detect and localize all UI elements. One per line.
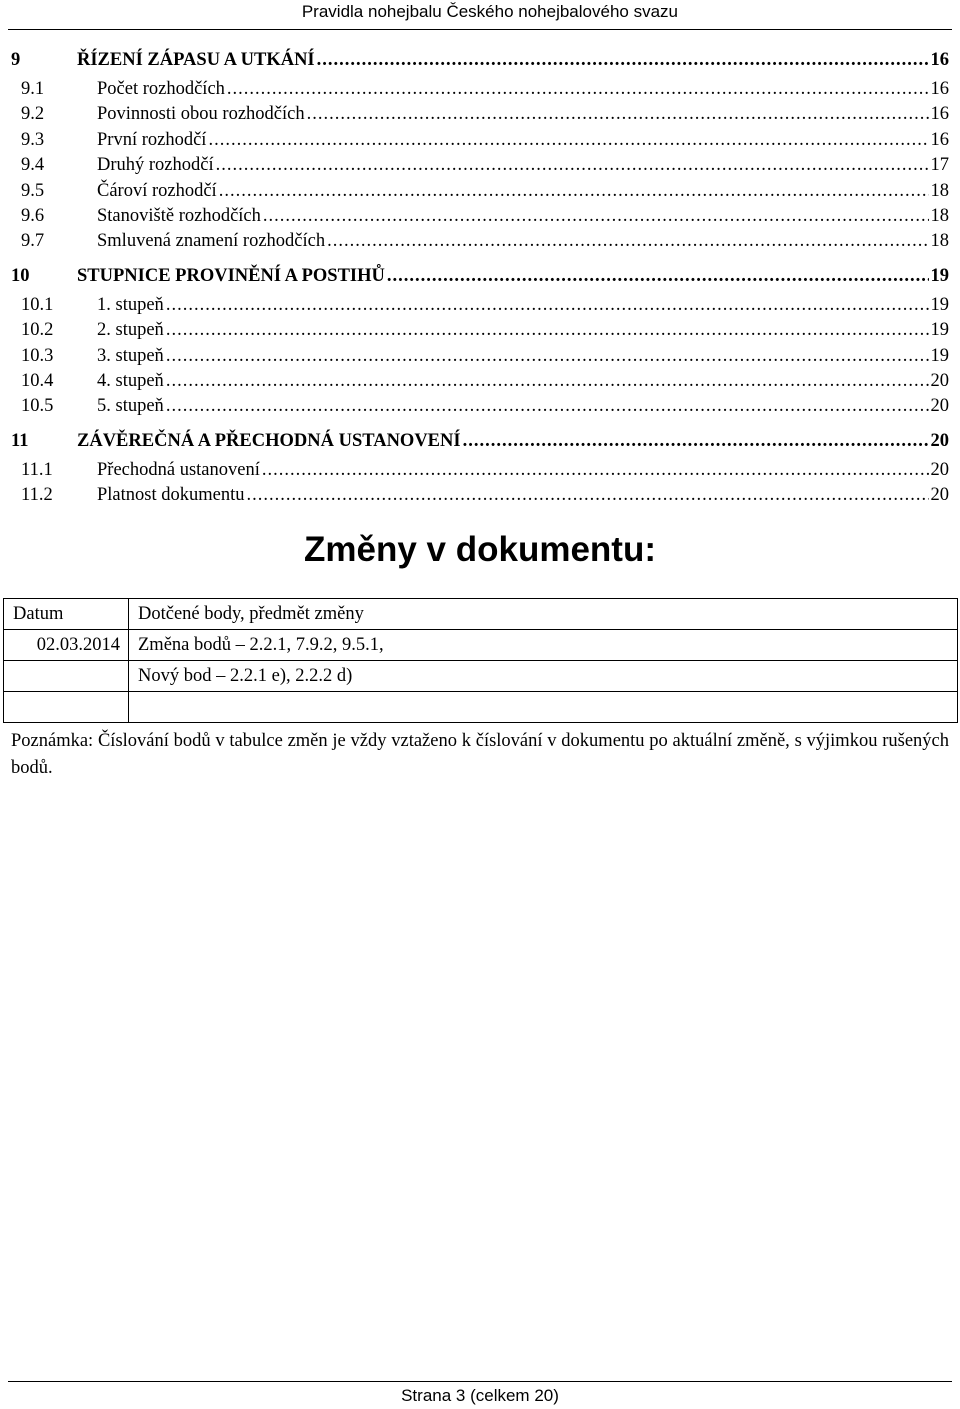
toc-number: 9.5 <box>21 180 45 201</box>
toc-number: 9.2 <box>21 104 45 125</box>
toc-number: 10 <box>11 265 30 286</box>
toc-number: 9.1 <box>21 79 45 99</box>
changes-table <box>3 598 958 723</box>
toc-leader-dots <box>166 344 929 369</box>
toc-section[interactable] <box>11 344 949 369</box>
toc-number: 9 <box>11 50 21 70</box>
toc-page-number: 20 <box>930 396 949 417</box>
toc-section[interactable] <box>11 318 949 343</box>
toc-number: 10.5 <box>21 396 54 417</box>
toc-section[interactable] <box>11 179 949 204</box>
toc-page-number: 20 <box>930 485 949 506</box>
changes-note: Poznámka: Číslování bodů v tabulce změn je vždy vztaženo k číslování v dokumentu po aktuální změně, s výjimkou rušených bodů. <box>11 731 949 778</box>
toc-page-number: 16 <box>930 104 949 125</box>
changes-row-date: 02.03.2014 <box>4 630 129 661</box>
toc-leader-dots <box>247 483 929 508</box>
toc-number: 10.3 <box>21 345 54 366</box>
toc-section[interactable] <box>11 369 949 394</box>
footer-rule <box>8 1381 952 1382</box>
toc-title: STUPNICE PROVINĚNÍ A POSTIHŮ <box>77 265 385 286</box>
toc-title: 2. stupeň <box>97 320 164 341</box>
toc-leader-dots <box>208 128 928 153</box>
toc-section[interactable] <box>11 102 949 127</box>
header-rule <box>8 29 952 30</box>
changes-row-date <box>4 661 129 692</box>
toc-page-number: 16 <box>930 79 949 99</box>
page-footer: Strana 3 (celkem 20) <box>401 1386 559 1405</box>
toc-number: 9.4 <box>21 155 45 176</box>
changes-title: Změny v dokumentu: <box>304 530 656 569</box>
toc-leader-dots <box>387 262 929 291</box>
toc-number: 11.1 <box>21 459 53 480</box>
toc-leader-dots <box>307 102 929 127</box>
toc-number: 9.6 <box>21 205 45 226</box>
toc-section[interactable] <box>11 483 949 508</box>
toc-leader-dots <box>219 179 929 204</box>
toc-section[interactable] <box>11 458 949 483</box>
toc-section[interactable] <box>11 394 949 419</box>
toc-number: 11 <box>11 430 29 451</box>
toc-section[interactable] <box>11 204 949 229</box>
toc-leader-dots <box>463 427 929 456</box>
toc-page-number: 20 <box>930 370 949 391</box>
toc-page-number: 20 <box>930 430 949 451</box>
toc-title: ŘÍZENÍ ZÁPASU A UTKÁNÍ <box>77 50 315 70</box>
toc-section[interactable] <box>11 293 949 318</box>
toc-title: 4. stupeň <box>97 370 164 391</box>
toc-title: První rozhodčí <box>97 129 207 150</box>
toc-chapter[interactable] <box>11 46 949 75</box>
toc-page-number: 16 <box>930 50 949 70</box>
toc-section[interactable] <box>11 128 949 153</box>
toc-leader-dots <box>166 318 929 343</box>
changes-row-desc <box>129 692 958 723</box>
toc-page-number: 20 <box>930 459 949 480</box>
changes-header-row <box>4 599 958 630</box>
toc-leader-dots <box>166 293 929 318</box>
toc-leader-dots <box>166 394 929 419</box>
toc-title: Přechodná ustanovení <box>97 459 260 480</box>
toc-title: Stanoviště rozhodčích <box>97 205 261 226</box>
toc-section[interactable] <box>11 77 949 102</box>
table-of-contents <box>11 46 949 508</box>
changes-row-desc: Nový bod – 2.2.1 e), 2.2.2 d) <box>129 661 958 692</box>
toc-leader-dots <box>327 229 928 254</box>
toc-leader-dots <box>263 204 929 229</box>
toc-page-number: 19 <box>930 294 949 315</box>
toc-page-number: 19 <box>930 345 949 366</box>
changes-header-desc: Dotčené body, předmět změny <box>129 599 958 630</box>
toc-leader-dots <box>166 369 929 394</box>
toc-page-number: 18 <box>930 180 949 201</box>
toc-title: 1. stupeň <box>97 294 164 315</box>
toc-page-number: 16 <box>930 129 949 150</box>
page-header: Pravidla nohejbalu Českého nohejbalového svazu <box>301 2 678 21</box>
changes-row <box>4 630 958 661</box>
toc-number: 9.7 <box>21 231 45 252</box>
toc-title: 5. stupeň <box>97 396 164 417</box>
toc-title: Platnost dokumentu <box>97 485 245 506</box>
toc-chapter[interactable] <box>11 427 949 456</box>
toc-number: 10.1 <box>21 294 54 315</box>
toc-number: 11.2 <box>21 485 53 506</box>
toc-section[interactable] <box>11 153 949 178</box>
toc-leader-dots <box>262 458 929 483</box>
toc-number: 9.3 <box>21 129 45 150</box>
changes-row <box>4 692 958 723</box>
toc-page-number: 19 <box>930 320 949 341</box>
changes-header-date: Datum <box>4 599 129 630</box>
toc-title: Druhý rozhodčí <box>97 155 214 176</box>
changes-row-date <box>4 692 129 723</box>
toc-title: 3. stupeň <box>97 345 164 366</box>
toc-title: Čároví rozhodčí <box>97 180 217 201</box>
toc-page-number: 19 <box>930 265 949 286</box>
toc-number: 10.4 <box>21 370 54 391</box>
changes-row <box>4 661 958 692</box>
toc-title: Počet rozhodčích <box>97 79 225 99</box>
toc-page-number: 18 <box>930 231 949 252</box>
toc-page-number: 18 <box>930 205 949 226</box>
toc-leader-dots <box>227 77 929 102</box>
toc-section[interactable] <box>11 229 949 254</box>
toc-title: Smluvená znamení rozhodčích <box>97 231 326 252</box>
toc-title: Povinnosti obou rozhodčích <box>97 104 305 125</box>
toc-leader-dots <box>216 153 929 178</box>
toc-title: ZÁVĚREČNÁ A PŘECHODNÁ USTANOVENÍ <box>77 430 461 451</box>
toc-page-number: 17 <box>930 155 949 176</box>
changes-row-desc: Změna bodů – 2.2.1, 7.9.2, 9.5.1, <box>129 630 958 661</box>
toc-number: 10.2 <box>21 320 54 341</box>
toc-leader-dots <box>317 46 929 75</box>
toc-chapter[interactable] <box>11 262 949 291</box>
